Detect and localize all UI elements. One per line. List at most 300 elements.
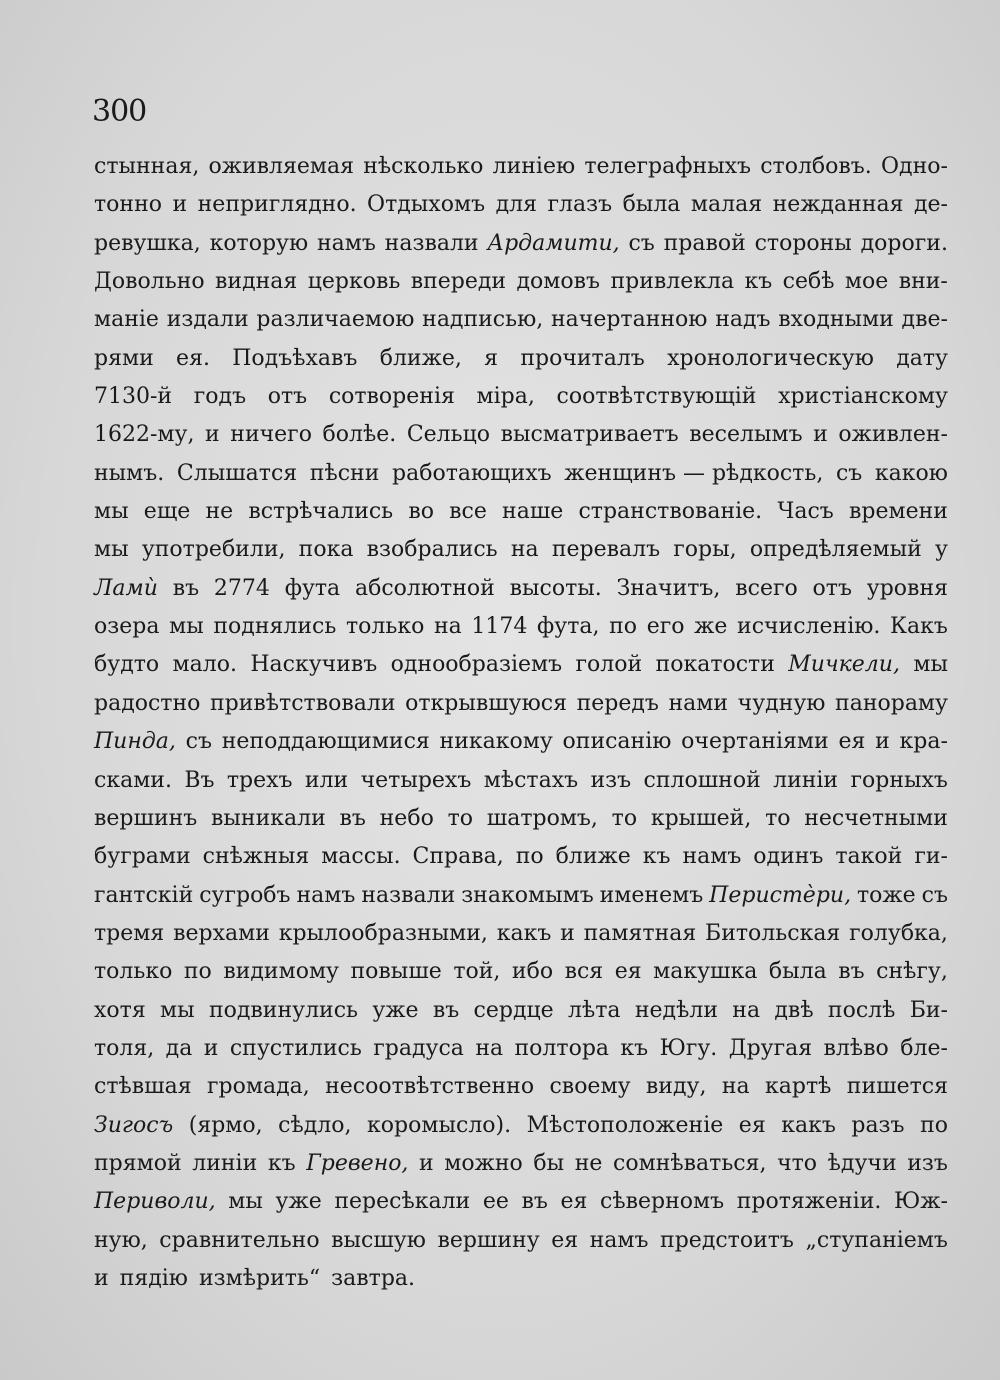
- word: употребили,: [141, 537, 286, 563]
- word: да: [165, 1035, 193, 1061]
- word: его: [646, 614, 685, 640]
- word: входными: [778, 307, 894, 333]
- text-line: [94, 1068, 948, 1106]
- word: времени: [848, 499, 948, 525]
- word: ибо: [511, 959, 554, 985]
- word: по: [183, 959, 212, 985]
- word: Мѣстоположенiе: [526, 1112, 724, 1138]
- word: ревушка,: [94, 230, 201, 256]
- word: болѣе.: [322, 422, 397, 448]
- text-line: [94, 493, 948, 531]
- word: сугробъ: [199, 882, 291, 908]
- word: описанiю: [562, 729, 672, 755]
- word: можно: [444, 1150, 523, 1176]
- word: именемъ: [599, 882, 704, 908]
- word: стынная,: [94, 154, 200, 179]
- word: по: [609, 614, 638, 640]
- italic-word: Периволи,: [94, 1189, 216, 1215]
- word: церковь: [307, 269, 401, 295]
- word: крышей,: [650, 805, 752, 831]
- word: фута,: [537, 614, 600, 640]
- word: коромысло).: [367, 1112, 512, 1138]
- word: однообразiемъ: [390, 652, 563, 678]
- word: 7130-й: [94, 384, 173, 410]
- word: оживляемая: [208, 154, 355, 179]
- word: знакомымъ: [461, 882, 594, 908]
- word: къ: [744, 269, 773, 295]
- word: отъ: [812, 575, 852, 601]
- word: Одно-: [881, 154, 948, 179]
- word: протяженiи.: [736, 1189, 882, 1215]
- word: прочиталъ: [520, 345, 645, 371]
- word: назвали: [361, 882, 456, 908]
- word: Сельцо: [406, 422, 491, 448]
- word: верхами: [173, 920, 270, 946]
- word: горныхъ: [850, 767, 948, 793]
- text-line: [94, 685, 948, 723]
- word: у: [934, 537, 948, 563]
- italic-word: Пинда,: [94, 729, 176, 755]
- text-line: [94, 838, 948, 876]
- word: сравнительно: [159, 1227, 320, 1253]
- word: Часъ: [777, 499, 834, 525]
- word: которую: [209, 230, 309, 256]
- word: нами: [668, 690, 729, 716]
- word: какою: [874, 460, 948, 486]
- word: вни-: [898, 269, 948, 295]
- word: еще: [143, 499, 191, 525]
- word: очертанiями: [681, 729, 829, 755]
- word: и: [94, 1265, 109, 1291]
- word: линiи: [192, 1150, 258, 1176]
- word: сотворенiя: [328, 384, 455, 410]
- text-line: [94, 186, 948, 224]
- word: надъ: [715, 307, 771, 333]
- word: намъ: [316, 230, 376, 256]
- word: какъ: [496, 920, 552, 946]
- word: послѣ: [827, 997, 896, 1023]
- word: Югу.: [659, 1035, 718, 1061]
- word: въ: [521, 1189, 548, 1215]
- word: встрѣчались: [248, 499, 394, 525]
- page-number: 300: [92, 94, 147, 129]
- word: я: [484, 345, 499, 371]
- body-text: [94, 148, 948, 1298]
- word: наше: [502, 499, 564, 525]
- word: глазъ: [547, 192, 613, 218]
- word: Значитъ,: [616, 575, 721, 601]
- word: полтора: [514, 1035, 610, 1061]
- word: манiе: [94, 307, 159, 333]
- word: поднялись: [213, 614, 337, 640]
- word: ея: [738, 1112, 766, 1138]
- word: ближе,: [379, 345, 462, 371]
- word: трехъ: [226, 767, 293, 793]
- text-line: [94, 800, 948, 838]
- word: ея: [560, 1189, 588, 1215]
- word: въ: [339, 805, 366, 831]
- word: памятная: [583, 920, 697, 946]
- word: привѣтствовали: [209, 690, 396, 716]
- word: привлекла: [610, 269, 735, 295]
- word: оживлен-: [838, 422, 948, 448]
- word: то: [611, 805, 638, 831]
- word: Подъѣхавъ: [232, 345, 358, 371]
- word: мы: [228, 1189, 263, 1215]
- word: на: [732, 997, 761, 1023]
- word: малая: [690, 192, 763, 218]
- word: Отдыхомъ: [367, 192, 486, 218]
- word: дату: [896, 345, 948, 371]
- word: пѣсни: [309, 460, 380, 486]
- word: хотя: [94, 997, 146, 1023]
- word: издали: [166, 307, 249, 333]
- word: такой: [835, 844, 903, 870]
- word: и: [172, 192, 188, 218]
- text-line: [94, 723, 948, 761]
- text-line: [94, 340, 948, 378]
- word: градуса: [373, 1035, 464, 1061]
- word: передъ: [576, 690, 659, 716]
- word: видная: [215, 269, 298, 295]
- word: не: [205, 499, 234, 525]
- word: чудную: [737, 690, 826, 716]
- word: покатости: [655, 652, 775, 678]
- word: мѣстахъ: [483, 767, 579, 793]
- word: голубка,: [849, 920, 948, 946]
- word: макушка: [653, 959, 758, 985]
- word: была: [622, 192, 681, 218]
- word: своему: [549, 1074, 631, 1100]
- word: будто: [94, 652, 160, 678]
- word: мы: [169, 614, 204, 640]
- word: сплошной: [643, 767, 761, 793]
- word: на: [475, 1035, 504, 1061]
- word: перевалъ: [551, 537, 661, 563]
- word: правой: [663, 230, 746, 256]
- word: Слышатся: [176, 460, 298, 486]
- word: сками.: [94, 767, 172, 793]
- text-line: [94, 1260, 948, 1298]
- word: „ступанiемъ: [805, 1227, 948, 1253]
- word: годъ: [193, 384, 247, 410]
- word: Другая: [728, 1035, 813, 1061]
- word: стѣвшая: [94, 1074, 192, 1100]
- word: толя,: [94, 1035, 155, 1061]
- word: снѣжныя: [202, 844, 310, 870]
- word: что: [777, 1150, 818, 1176]
- word: 1622-му,: [94, 422, 195, 448]
- word: изъ: [590, 767, 632, 793]
- word: начертанною: [551, 307, 708, 333]
- word: уровня: [866, 575, 948, 601]
- word: панораму: [835, 690, 948, 716]
- word: мое: [844, 269, 889, 295]
- word: надписью,: [422, 307, 544, 333]
- word: отъ: [267, 384, 308, 410]
- word: фута: [284, 575, 341, 601]
- word: несоотвѣтственно: [325, 1074, 535, 1100]
- italic-word: Перистѐри,: [709, 882, 852, 908]
- word: прямой: [94, 1150, 182, 1176]
- word: сомнѣваться,: [613, 1150, 767, 1176]
- word: пересѣкали: [334, 1189, 471, 1215]
- word: абсолютной: [354, 575, 495, 601]
- word: ея: [551, 1227, 579, 1253]
- word: вершину: [437, 1227, 540, 1253]
- word: опредѣляемый: [749, 537, 922, 563]
- word: дороги.: [860, 230, 948, 256]
- word: назвали: [384, 230, 479, 256]
- word: Би-: [909, 997, 948, 1023]
- word: 2774: [213, 575, 270, 601]
- word: мы: [94, 499, 129, 525]
- word: взобрались: [366, 537, 498, 563]
- word: озера: [94, 614, 160, 640]
- word: ную,: [94, 1227, 148, 1253]
- word: съ: [921, 882, 948, 908]
- word: впереди: [410, 269, 507, 295]
- text-line: [94, 877, 948, 915]
- word: двѣ: [774, 997, 814, 1023]
- text-line: [94, 570, 948, 608]
- text-line: [94, 1107, 948, 1145]
- word: вершинъ: [94, 805, 198, 831]
- word: ея: [614, 959, 642, 985]
- word: подвинулись: [208, 997, 359, 1023]
- word: столбовъ.: [760, 154, 872, 179]
- word: кра-: [899, 729, 948, 755]
- word: во: [408, 499, 434, 525]
- word: рями: [94, 345, 154, 371]
- word: неподдающимися: [221, 729, 430, 755]
- word: пишется: [846, 1074, 948, 1100]
- word: мы: [94, 537, 129, 563]
- word: картѣ: [765, 1074, 832, 1100]
- word: же: [694, 614, 728, 640]
- word: бы: [533, 1150, 565, 1176]
- word: къ: [642, 844, 671, 870]
- word: странствованiе.: [578, 499, 763, 525]
- word: ее: [482, 1189, 509, 1215]
- word: ѣдучи: [827, 1150, 897, 1176]
- word: только: [94, 959, 173, 985]
- word: предстоитъ: [660, 1227, 794, 1253]
- text-line: [94, 531, 948, 569]
- word: две-: [901, 307, 948, 333]
- word: Довольно: [94, 269, 205, 295]
- word: съ: [185, 729, 212, 755]
- word: въ: [172, 575, 200, 601]
- word: всего: [735, 575, 798, 601]
- word: выникали: [211, 805, 326, 831]
- word: сѣверномъ: [600, 1189, 725, 1215]
- italic-word: Зигосъ: [94, 1112, 174, 1138]
- word: снѣгу,: [876, 959, 948, 985]
- word: была: [768, 959, 827, 985]
- word: тонно: [94, 192, 162, 218]
- word: горы,: [673, 537, 737, 563]
- word: намъ: [682, 844, 742, 870]
- text-line: [94, 608, 948, 646]
- word: крылообразными,: [278, 920, 488, 946]
- word: уже: [275, 1189, 322, 1215]
- text-line: [94, 762, 948, 800]
- word: влѣво: [823, 1035, 889, 1061]
- word: никакому: [439, 729, 553, 755]
- word: небо: [379, 805, 434, 831]
- word: то: [447, 805, 473, 831]
- word: сѣдло,: [278, 1112, 352, 1138]
- word: виду,: [645, 1074, 707, 1100]
- word: съ: [835, 460, 863, 486]
- word: или: [304, 767, 349, 793]
- word: лѣта: [568, 997, 621, 1023]
- word: то: [765, 805, 791, 831]
- word: къ: [267, 1150, 296, 1176]
- word: себѣ: [782, 269, 835, 295]
- word: де-: [913, 192, 948, 218]
- word: шатромъ,: [486, 805, 598, 831]
- word: и: [560, 920, 575, 946]
- word: намъ: [296, 882, 356, 908]
- text-line: [94, 1030, 948, 1068]
- word: тоже: [857, 882, 916, 908]
- word: на: [721, 1074, 750, 1100]
- word: Въ: [184, 767, 215, 793]
- word: на: [433, 614, 462, 640]
- word: какъ: [781, 1112, 836, 1138]
- text-line: [94, 148, 948, 186]
- italic-word: Мичкели,: [788, 652, 900, 678]
- word: недѣли: [634, 997, 718, 1023]
- word: сердце: [473, 997, 554, 1023]
- word: къ: [620, 1035, 649, 1061]
- word: массы.: [321, 844, 401, 870]
- text-line: [94, 646, 948, 684]
- word: различаемою: [256, 307, 415, 333]
- word: и: [205, 422, 220, 448]
- word: измѣрить“: [198, 1265, 321, 1291]
- word: работающихъ: [392, 460, 552, 486]
- word: открывшуюся: [405, 690, 567, 716]
- text-line: [94, 301, 948, 339]
- word: ничего: [230, 422, 312, 448]
- italic-word: Гревено,: [306, 1150, 409, 1176]
- word: пядiю: [119, 1265, 188, 1291]
- word: видимому: [223, 959, 339, 985]
- text-line: [94, 225, 948, 263]
- word: Битольская: [705, 920, 841, 946]
- word: и: [203, 1035, 219, 1061]
- text-line: [94, 992, 948, 1030]
- word: радостно: [94, 690, 201, 716]
- word: мы: [913, 652, 948, 678]
- word: уже: [372, 997, 419, 1023]
- word: намъ: [589, 1227, 649, 1253]
- word: линiи: [773, 767, 839, 793]
- word: Юж-: [893, 1189, 948, 1215]
- word: высшую: [331, 1227, 426, 1253]
- text-line: [94, 416, 948, 454]
- word: буграми: [94, 844, 191, 870]
- word: одинъ: [753, 844, 824, 870]
- word: голой: [575, 652, 643, 678]
- word: несчетными: [804, 805, 948, 831]
- word: пока: [298, 537, 354, 563]
- word: телеграфныхъ: [584, 154, 752, 179]
- word: и: [419, 1150, 434, 1176]
- text-line: [94, 915, 948, 953]
- word: бле-: [900, 1035, 948, 1061]
- word: соотвѣтствующiй: [556, 384, 757, 410]
- word: мiра,: [476, 384, 535, 410]
- word: исчисленiю.: [737, 614, 881, 640]
- word: изъ: [907, 1150, 948, 1176]
- text-line: [94, 1145, 948, 1183]
- word: христiанскому: [778, 384, 948, 410]
- word: нымъ.: [94, 460, 165, 486]
- word: ея.: [176, 345, 210, 371]
- word: ея: [838, 729, 866, 755]
- word: и: [813, 422, 828, 448]
- word: веселымъ: [689, 422, 803, 448]
- word: Наскучивъ: [250, 652, 378, 678]
- text-line: [94, 1222, 948, 1260]
- word: разъ: [851, 1112, 905, 1138]
- word: четырехъ: [360, 767, 472, 793]
- word: Справа,: [412, 844, 504, 870]
- word: домовъ: [516, 269, 601, 295]
- word: завтра.: [331, 1265, 416, 1291]
- word: съ: [628, 230, 655, 256]
- word: линiею: [492, 154, 576, 179]
- text-line: [94, 455, 948, 493]
- word: въ: [432, 997, 460, 1023]
- word: только: [345, 614, 425, 640]
- word: для: [495, 192, 537, 218]
- text-line: [94, 263, 948, 301]
- word: гантскiй: [94, 882, 194, 908]
- word: и: [875, 729, 890, 755]
- word: по: [920, 1112, 948, 1138]
- word: 1174: [471, 614, 528, 640]
- italic-word: Ардамити,: [487, 230, 620, 256]
- word: нѣсколько: [363, 154, 484, 179]
- word: повыше: [350, 959, 442, 985]
- word: не: [574, 1150, 603, 1176]
- text-line: [94, 953, 948, 991]
- word: ближе: [555, 844, 631, 870]
- text-line: [94, 1183, 948, 1221]
- word: спустились: [229, 1035, 362, 1061]
- word: громада,: [206, 1074, 310, 1100]
- word: (ярмо,: [188, 1112, 263, 1138]
- italic-word: Ламѝ: [94, 575, 158, 601]
- word: высматриваетъ: [500, 422, 679, 448]
- word: той,: [453, 959, 501, 985]
- word: нежданная: [772, 192, 904, 218]
- word: высоты.: [509, 575, 602, 601]
- word: все: [449, 499, 487, 525]
- word: вся: [564, 959, 604, 985]
- word: Какъ: [890, 614, 948, 640]
- word: въ: [838, 959, 865, 985]
- word: по: [515, 844, 544, 870]
- word: на: [510, 537, 539, 563]
- word: неприглядно.: [197, 192, 357, 218]
- text-line: [94, 378, 948, 416]
